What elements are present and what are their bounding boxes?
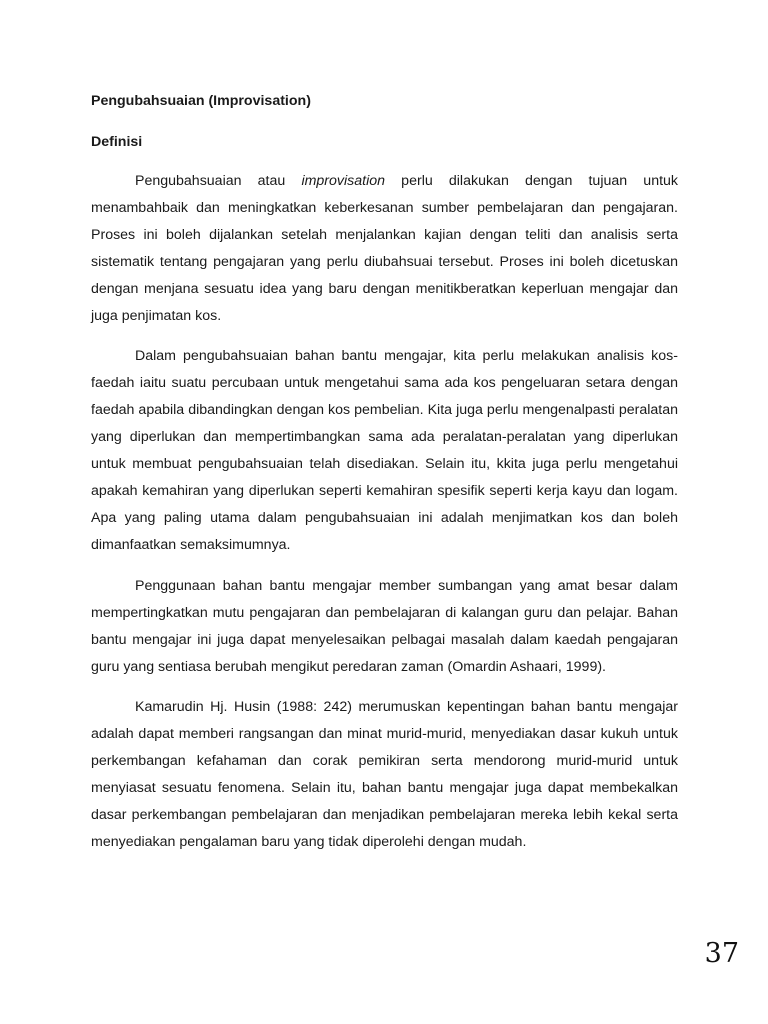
paragraph-1-italic-term: improvisation	[301, 173, 386, 189]
paragraph-2: Dalam pengubahsuaian bahan bantu mengajar, kita perlu melakukan analisis kos-faedah iaitu suatu percubaan untuk mengetahui sama ada kos pengeluaran setara dengan faedah apabila dibandingkan dengan kos pembelian. Kita juga perlu mengenalpasti peralatan yang diperlukan dan mempertimbangkan sama ada peralatan-peralatan yang diperlukan untuk membuat pengubahsuaian telah disediakan. Selain itu, kkita juga perlu mengetahui apakah kemahiran yang diperlukan seperti kemahiran spesifik seperti kerja kayu dan logam. Apa yang paling utama dalam pengubahsuaian ini adalah menjimatkan kos dan boleh dimanfaatkan semaksimumnya.	[91, 348, 678, 553]
paragraph-1	[91, 168, 678, 330]
paragraph-1-lead: Pengubahsuaian atau	[135, 173, 302, 189]
subheading-definisi: Definisi	[91, 134, 143, 150]
paragraph-1-rest: perlu dilakukan dengan tujuan untuk menambahbaik dan meningkatkan keberkesanan sumber pembelajaran dan pengajaran. Proses ini boleh dijalankan setelah menjalankan kajian dengan teliti dan analisis serta sistematik tentang pengajaran yang perlu diubahsuai tersebut. Proses ini boleh dicetuskan dengan menjana sesuatu idea yang baru dengan menitikberatkan keperluan mengajar dan juga penjimatan kos.	[91, 173, 679, 324]
document-page	[91, 88, 678, 856]
section-title: Pengubahsuaian (Improvisation)	[91, 93, 311, 109]
page-number: 37	[704, 938, 739, 969]
paragraph-4: Kamarudin Hj. Husin (1988: 242) merumuskan kepentingan bahan bantu mengajar adalah dapat memberi rangsangan dan minat murid-murid, menyediakan dasar kukuh untuk perkembangan kefahaman dan corak pemikiran serta mendorong murid-murid untuk menyiasat sesuatu fenomena. Selain itu, bahan bantu mengajar juga dapat membekalkan dasar perkembangan pembelajaran dan menjadikan pembelajaran mereka lebih kekal serta menyediakan pengalaman baru yang tidak diperolehi dengan mudah.	[91, 699, 678, 850]
paragraph-3: Penggunaan bahan bantu mengajar member sumbangan yang amat besar dalam mempertingkatkan mutu pengajaran dan pembelajaran di kalangan guru dan pelajar. Bahan bantu mengajar ini juga dapat menyelesaikan pelbagai masalah dalam kaedah pengajaran guru yang sentiasa berubah mengikut peredaran zaman (Omardin Ashaari, 1999).	[91, 578, 678, 675]
